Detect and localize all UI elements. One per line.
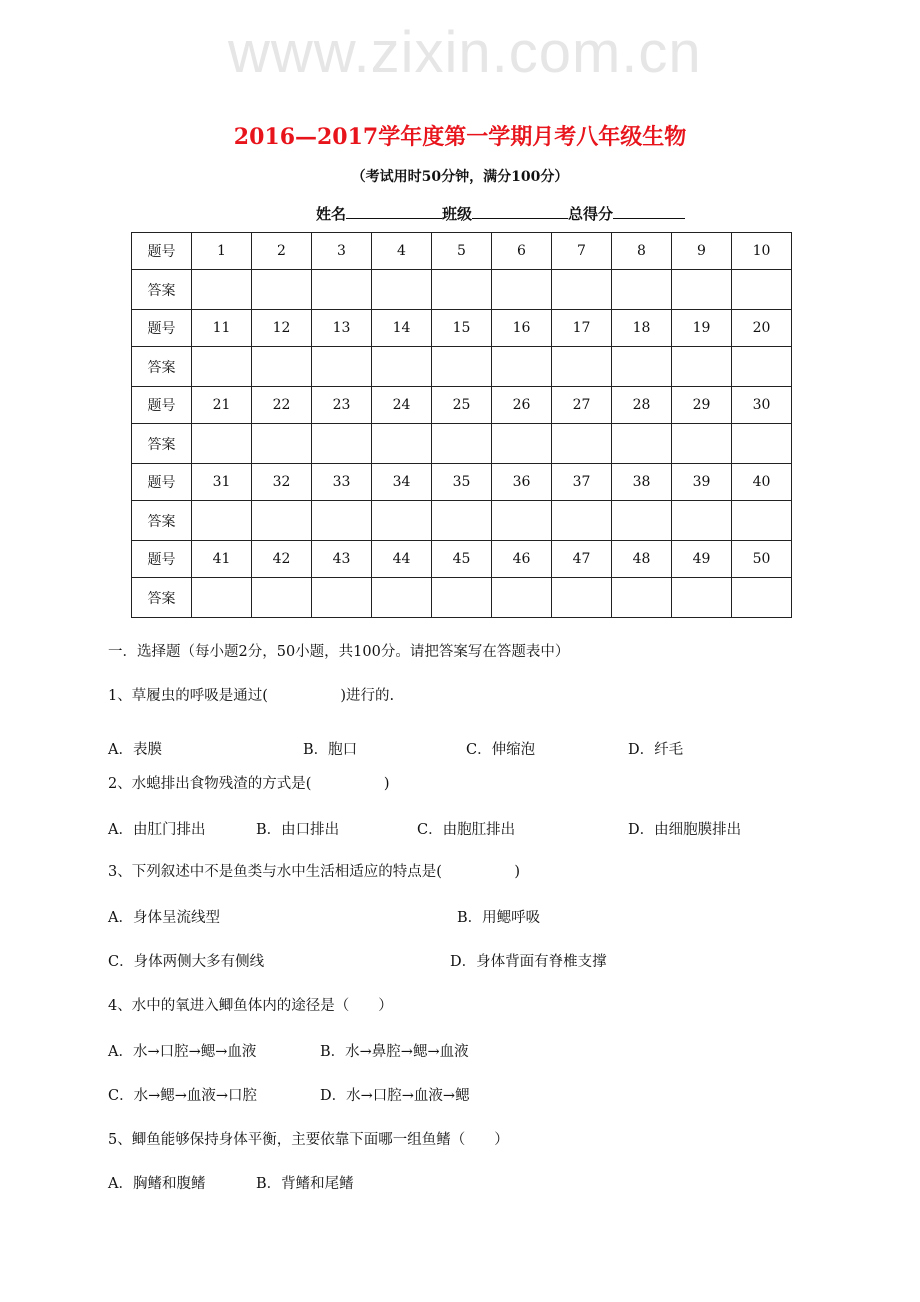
question-number-cell: 15: [432, 310, 492, 347]
answer-cell[interactable]: [552, 424, 612, 464]
answer-cell[interactable]: [612, 270, 672, 310]
question-number-cell: 46: [492, 541, 552, 578]
answer-cell[interactable]: [192, 578, 252, 618]
answer-option: D．身体背面有脊椎支撑: [450, 954, 607, 970]
answer-cell[interactable]: [672, 578, 732, 618]
answer-cell[interactable]: [732, 270, 792, 310]
answer-cell[interactable]: [732, 501, 792, 541]
section-heading: 一．选择题（每小题2分，50小题，共100分。请把答案写在答题表中）: [108, 644, 570, 660]
question-number-cell: 30: [732, 387, 792, 424]
score-label: 总得分: [568, 205, 614, 223]
question-number-cell: 18: [612, 310, 672, 347]
question-number-cell: 9: [672, 233, 732, 270]
answer-cell[interactable]: [672, 501, 732, 541]
answer-cell[interactable]: [192, 270, 252, 310]
answer-cell[interactable]: [552, 578, 612, 618]
answer-cell[interactable]: [252, 501, 312, 541]
answer-table: [131, 232, 792, 618]
question-number-cell: 50: [732, 541, 792, 578]
row-label: 答案: [132, 501, 192, 541]
answer-cell[interactable]: [372, 424, 432, 464]
question-number-row: [132, 464, 792, 501]
answer-cell[interactable]: [432, 578, 492, 618]
answer-cell[interactable]: [432, 270, 492, 310]
question-number-cell: 49: [672, 541, 732, 578]
answer-option: B．用鳃呼吸: [457, 910, 541, 926]
question-number-cell: 16: [492, 310, 552, 347]
answer-cell[interactable]: [252, 578, 312, 618]
question-number-row: [132, 541, 792, 578]
question-number-cell: 40: [732, 464, 792, 501]
exam-title: 2016—2017学年度第一学期月考八年级生物: [233, 124, 687, 150]
answer-cell[interactable]: [612, 501, 672, 541]
question-number-cell: 21: [192, 387, 252, 424]
answer-option: D．水→口腔→血液→鳃: [320, 1088, 470, 1104]
question-number-cell: 38: [612, 464, 672, 501]
answer-cell[interactable]: [612, 347, 672, 387]
question-number-cell: 7: [552, 233, 612, 270]
answer-cell[interactable]: [372, 501, 432, 541]
answer-option: B．背鳍和尾鳍: [256, 1176, 354, 1192]
answer-cell[interactable]: [432, 501, 492, 541]
question-number-cell: 36: [492, 464, 552, 501]
answer-option: B．由口排出: [256, 822, 340, 838]
answer-option: C．伸缩泡: [466, 742, 536, 758]
class-blank[interactable]: [472, 204, 568, 219]
question-number-cell: 23: [312, 387, 372, 424]
question-number-row: [132, 387, 792, 424]
answer-cell[interactable]: [492, 424, 552, 464]
answer-cell[interactable]: [252, 347, 312, 387]
answer-option: C．身体两侧大多有侧线: [108, 954, 265, 970]
question-number-cell: 41: [192, 541, 252, 578]
answer-cell[interactable]: [552, 270, 612, 310]
answer-option: A．胸鳍和腹鳍: [108, 1176, 206, 1192]
answer-cell[interactable]: [492, 270, 552, 310]
row-label: 题号: [132, 541, 192, 578]
watermark: www.zixin.com.cn: [228, 20, 702, 85]
question-number-cell: 47: [552, 541, 612, 578]
answer-cell[interactable]: [672, 270, 732, 310]
row-label: 答案: [132, 424, 192, 464]
question-text: 1、草履虫的呼吸是通过( )进行的.: [108, 688, 395, 704]
student-info-line: [316, 203, 685, 224]
row-label: 题号: [132, 387, 192, 424]
question-number-cell: 42: [252, 541, 312, 578]
answer-option: A．表膜: [108, 742, 162, 758]
name-blank[interactable]: [346, 204, 442, 219]
answer-cell[interactable]: [192, 347, 252, 387]
question-number-cell: 28: [612, 387, 672, 424]
answer-cell[interactable]: [312, 501, 372, 541]
row-label: 答案: [132, 270, 192, 310]
question-number-cell: 19: [672, 310, 732, 347]
question-number-cell: 26: [492, 387, 552, 424]
answer-cell[interactable]: [192, 501, 252, 541]
answer-cell[interactable]: [372, 347, 432, 387]
answer-cell[interactable]: [312, 578, 372, 618]
answer-cell[interactable]: [312, 270, 372, 310]
answer-option: C．由胞肛排出: [417, 822, 516, 838]
answer-row: [132, 270, 792, 310]
question-number-cell: 3: [312, 233, 372, 270]
answer-cell[interactable]: [732, 578, 792, 618]
question-number-cell: 6: [492, 233, 552, 270]
answer-option: A．由肛门排出: [108, 822, 206, 838]
answer-cell[interactable]: [312, 424, 372, 464]
answer-cell[interactable]: [612, 424, 672, 464]
question-number-cell: 5: [432, 233, 492, 270]
answer-option: A．身体呈流线型: [108, 910, 220, 926]
question-number-cell: 27: [552, 387, 612, 424]
question-number-cell: 8: [612, 233, 672, 270]
question-number-cell: 13: [312, 310, 372, 347]
question-number-cell: 17: [552, 310, 612, 347]
answer-option: C．水→鳃→血液→口腔: [108, 1088, 258, 1104]
class-label: 班级: [442, 205, 473, 223]
row-label: 题号: [132, 464, 192, 501]
answer-cell[interactable]: [732, 347, 792, 387]
question-number-cell: 11: [192, 310, 252, 347]
answer-row: [132, 501, 792, 541]
answer-cell[interactable]: [192, 424, 252, 464]
answer-row: [132, 578, 792, 618]
question-number-row: [132, 233, 792, 270]
exam-subtitle: （考试用时50分钟，满分100分）: [351, 169, 569, 185]
answer-cell[interactable]: [612, 578, 672, 618]
answer-cell[interactable]: [372, 578, 432, 618]
question-number-cell: 31: [192, 464, 252, 501]
question-text: 4、水中的氧进入鲫鱼体内的途径是（ ）: [108, 998, 393, 1014]
answer-cell[interactable]: [492, 501, 552, 541]
question-number-cell: 33: [312, 464, 372, 501]
answer-cell[interactable]: [552, 347, 612, 387]
name-label: 姓名: [316, 205, 347, 223]
question-number-row: [132, 310, 792, 347]
answer-cell[interactable]: [312, 347, 372, 387]
answer-cell[interactable]: [672, 347, 732, 387]
answer-row: [132, 347, 792, 387]
answer-option: A．水→口腔→鳃→血液: [108, 1044, 257, 1060]
answer-cell[interactable]: [732, 424, 792, 464]
question-number-cell: 12: [252, 310, 312, 347]
answer-cell[interactable]: [432, 424, 492, 464]
answer-cell[interactable]: [252, 270, 312, 310]
question-number-cell: 4: [372, 233, 432, 270]
answer-cell[interactable]: [432, 347, 492, 387]
question-number-cell: 39: [672, 464, 732, 501]
question-number-cell: 45: [432, 541, 492, 578]
question-text: 3、下列叙述中不是鱼类与水中生活相适应的特点是( ): [108, 864, 521, 880]
question-number-cell: 34: [372, 464, 432, 501]
answer-option: D．由细胞膜排出: [628, 822, 742, 838]
answer-cell[interactable]: [372, 270, 432, 310]
score-blank[interactable]: [613, 204, 685, 219]
question-number-cell: 22: [252, 387, 312, 424]
question-number-cell: 14: [372, 310, 432, 347]
answer-row: [132, 424, 792, 464]
question-number-cell: 24: [372, 387, 432, 424]
question-number-cell: 1: [192, 233, 252, 270]
question-number-cell: 2: [252, 233, 312, 270]
question-number-cell: 32: [252, 464, 312, 501]
question-number-cell: 10: [732, 233, 792, 270]
answer-cell[interactable]: [672, 424, 732, 464]
answer-option: B．水→鼻腔→鳃→血液: [320, 1044, 469, 1060]
question-number-cell: 20: [732, 310, 792, 347]
answer-option: D．纤毛: [628, 742, 684, 758]
answer-option: B．胞口: [303, 742, 358, 758]
answer-cell[interactable]: [552, 501, 612, 541]
question-number-cell: 35: [432, 464, 492, 501]
row-label: 题号: [132, 233, 192, 270]
row-label: 答案: [132, 578, 192, 618]
answer-cell[interactable]: [252, 424, 312, 464]
question-number-cell: 25: [432, 387, 492, 424]
question-number-cell: 44: [372, 541, 432, 578]
question-text: 2、水螅排出食物残渣的方式是( ): [108, 776, 390, 792]
question-number-cell: 29: [672, 387, 732, 424]
row-label: 答案: [132, 347, 192, 387]
question-number-cell: 48: [612, 541, 672, 578]
answer-cell[interactable]: [492, 578, 552, 618]
question-text: 5、鲫鱼能够保持身体平衡，主要依靠下面哪一组鱼鳍（ ）: [108, 1132, 509, 1148]
question-number-cell: 43: [312, 541, 372, 578]
question-number-cell: 37: [552, 464, 612, 501]
row-label: 题号: [132, 310, 192, 347]
answer-cell[interactable]: [492, 347, 552, 387]
